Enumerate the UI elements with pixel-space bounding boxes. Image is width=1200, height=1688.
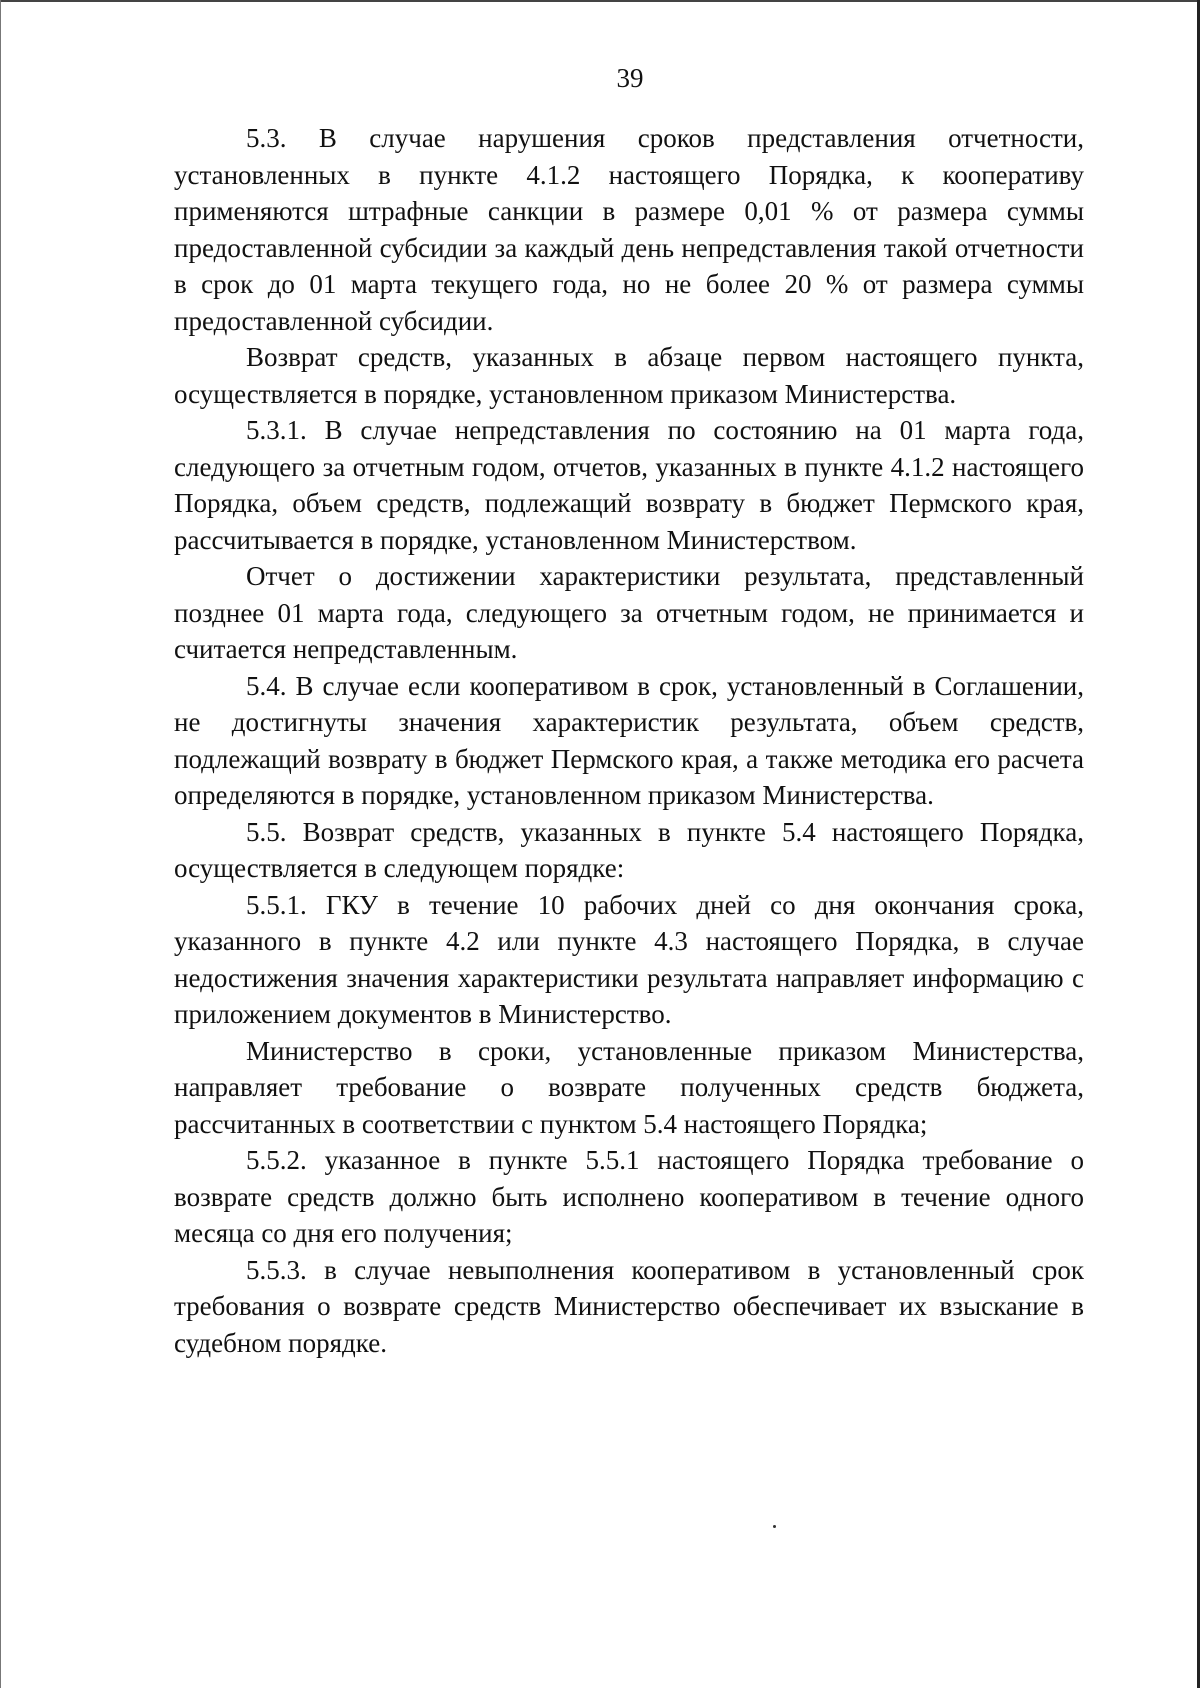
paragraph-5-3: 5.3. В случае нарушения сроков представления отчетности, установленных в пункте 4.1.2 настоящего Порядка, к кооперативу применяются штрафные санкции в размере 0,01 % от размера суммы предоставленной субсидии за каждый день непредставления такой отчетности в срок до 01 марта текущего года, но не более 20 % от размера суммы предоставленной субсидии. xyxy=(174,123,1084,336)
document-body xyxy=(174,120,1084,1361)
paragraph-5-4: 5.4. В случае если кооперативом в срок, установленный в Соглашении, не достигнуты значения характеристик результата, объем средств, подлежащий возврату в бюджет Пермского края, а также методика его расчета определяются в порядке, установленном приказом Министерства. xyxy=(174,670,1084,810)
page-number: 39 xyxy=(616,63,644,93)
paragraph-5-3-1: 5.3.1. В случае непредставления по состоянию на 01 марта года, следующего за отчетным годом, отчетов, указанных в пункте 4.1.2 настоящего Порядка, объем средств, подлежащий возврату в бюджет Пермского края, рассчитывается в порядке, установленном Министерством. xyxy=(174,415,1084,555)
scan-speck xyxy=(773,1525,776,1528)
scan-edge-top xyxy=(0,0,1200,2)
paragraph-5-5-2: 5.5.2. указанное в пункте 5.5.1 настоящего Порядка требование о возврате средств должно быть исполнено кооперативом в течение одного месяца со дня его получения; xyxy=(174,1145,1084,1248)
scan-edge-left xyxy=(0,0,1,1688)
paragraph-5-5-1: 5.5.1. ГКУ в течение 10 рабочих дней со дня окончания срока, указанного в пункте 4.2 или пункте 4.3 настоящего Порядка, в случае недостижения значения характеристики результата направляет информацию с приложением документов в Министерство. xyxy=(174,889,1084,1029)
paragraph-refund-procedure: Возврат средств, указанных в абзаце первом настоящего пункта, осуществляется в порядке, установленном приказом Министерства. xyxy=(174,342,1084,409)
paragraph-report-late: Отчет о достижении характеристики результата, представленный позднее 01 марта года, следующего за отчетным годом, не принимается и считается непредставленным. xyxy=(174,561,1084,664)
paragraph-ministry-demand: Министерство в сроки, установленные приказом Министерства, направляет требование о возврате полученных средств бюджета, рассчитанных в соответствии с пунктом 5.4 настоящего Порядка; xyxy=(174,1035,1084,1139)
paragraph-5-5: 5.5. Возврат средств, указанных в пункте 5.4 настоящего Порядка, осуществляется в следующем порядке: xyxy=(174,816,1084,883)
paragraph-5-5-3: 5.5.3. в случае невыполнения кооперативом в установленный срок требования о возврате средств Министерство обеспечивает их взыскание в судебном порядке. xyxy=(174,1254,1084,1358)
